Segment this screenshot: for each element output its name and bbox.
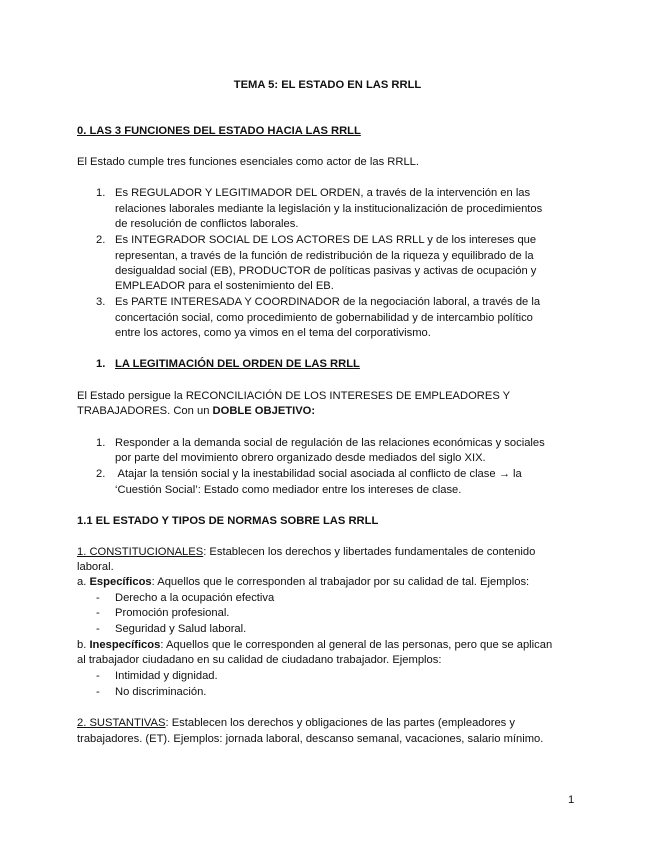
bullet-dash: - xyxy=(96,623,100,635)
constitucionales-line: laboral. xyxy=(77,561,114,573)
section-1-paragraph-line xyxy=(77,404,315,419)
inespecificos-prefix: b. xyxy=(77,639,90,651)
bullet-dash: - xyxy=(96,607,100,619)
bullet-dash: - xyxy=(96,686,100,698)
list-item-line: Atajar la tensión social y la inestabilidad social asociada al conflicto de clase → la xyxy=(115,468,522,480)
bullet-item: No discriminación. xyxy=(115,686,207,698)
bullet-item: Derecho a la ocupación efectiva xyxy=(115,592,275,604)
especificos-text: : Aquellos que le corresponden al trabajador por su calidad de tal. Ejemplos: xyxy=(151,576,530,588)
section-0-heading: 0. LAS 3 FUNCIONES DEL ESTADO HACIA LAS RRLL xyxy=(77,125,361,137)
list-item-line: concertación social, como procedimiento de gobernabilidad y de intercambio político xyxy=(115,312,533,324)
especificos-prefix: a. xyxy=(77,576,90,588)
page-title: TEMA 5: EL ESTADO EN LAS RRLL xyxy=(233,79,422,91)
bullet-dash: - xyxy=(96,670,100,682)
sustantivas-text: : Establecen los derechos y obligaciones de las partes (empleadores y xyxy=(165,717,515,729)
inespecificos-text: : Aquellos que le corresponden al general de las personas, pero que se aplican xyxy=(160,639,553,651)
list-item-line: Es INTEGRADOR SOCIAL DE LOS ACTORES DE LAS RRLL y de los intereses que xyxy=(115,234,537,246)
sustantivas-label: 2. SUSTANTIVAS xyxy=(77,717,166,729)
list-item-line: relaciones laborales mediante la legislación y la institucionalización de procedimientos xyxy=(115,203,543,215)
inespecificos-line xyxy=(77,638,552,653)
section-1-number: 1. xyxy=(96,358,106,370)
list-number: 2. xyxy=(96,234,106,246)
especificos-label: Específicos xyxy=(89,576,152,588)
inespecificos-line: al trabajador ciudadano en su calidad de ciudadano trabajador. Ejemplos: xyxy=(77,654,442,666)
list-number: 3. xyxy=(96,296,106,308)
bullet-item: Intimidad y dignidad. xyxy=(115,670,218,682)
list-item-line: por parte del movimiento obrero organizado desde mediados del siglo XIX. xyxy=(115,452,486,464)
list-item-line: Es REGULADOR Y LEGITIMADOR DEL ORDEN, a través de la intervención en las xyxy=(115,187,531,199)
list-item-line: desigualdad social (EB), PRODUCTOR de políticas pasivas y activas de ocupación y xyxy=(115,265,537,277)
constitucionales-line xyxy=(77,545,535,560)
inespecificos-label: Inespecíficos xyxy=(89,639,161,651)
list-number: 2. xyxy=(96,468,106,480)
sustantivas-line: trabajadores. (ET). Ejemplos: jornada laboral, descanso semanal, vacaciones, salario mínimo. xyxy=(77,733,544,745)
list-number: 1. xyxy=(96,187,106,199)
paragraph-text: TRABAJADORES. Con un xyxy=(77,405,213,417)
section-1-1-heading: 1.1 EL ESTADO Y TIPOS DE NORMAS SOBRE LAS RRLL xyxy=(77,515,379,527)
section-0-intro: El Estado cumple tres funciones esenciales como actor de las RRLL. xyxy=(77,156,420,168)
sustantivas-line xyxy=(77,716,515,731)
list-item-line: entre los actores, como ya vimos en el tema del corporativismo. xyxy=(115,327,431,339)
constitucionales-label: 1. CONSTITUCIONALES xyxy=(77,546,204,558)
constitucionales-text: : Establecen los derechos y libertades fundamentales de contenido xyxy=(203,546,536,558)
doble-objetivo-emphasis: DOBLE OBJETIVO: xyxy=(212,405,316,417)
section-1-heading: LA LEGITIMACIÓN DEL ORDEN DE LAS RRLL xyxy=(115,358,360,370)
section-1-paragraph-line: El Estado persigue la RECONCILIACIÓN DE LOS INTERESES DE EMPLEADORES Y xyxy=(77,390,511,402)
list-number: 1. xyxy=(96,437,106,449)
especificos-line xyxy=(77,575,529,590)
list-item-line: EMPLEADOR para el sostenimiento del EB. xyxy=(115,280,334,292)
list-item-line: Es PARTE INTERESADA Y COORDINADOR de la negociación laboral, a través de la xyxy=(115,296,541,308)
list-item-line: ‘Cuestión Social’: Estado como mediador entre los intereses de clase. xyxy=(115,484,462,496)
bullet-item: Seguridad y Salud laboral. xyxy=(115,623,247,635)
list-item-line: representan, a través de la función de redistribución de la riqueza y equilibrado de la xyxy=(115,250,534,262)
list-item-line: de resolución de conflictos laborales. xyxy=(115,218,299,230)
page-number: 1 xyxy=(568,794,575,806)
bullet-dash: - xyxy=(96,592,100,604)
list-item-line: Responder a la demanda social de regulación de las relaciones económicas y sociales xyxy=(115,437,545,449)
bullet-item: Promoción profesional. xyxy=(115,607,230,619)
